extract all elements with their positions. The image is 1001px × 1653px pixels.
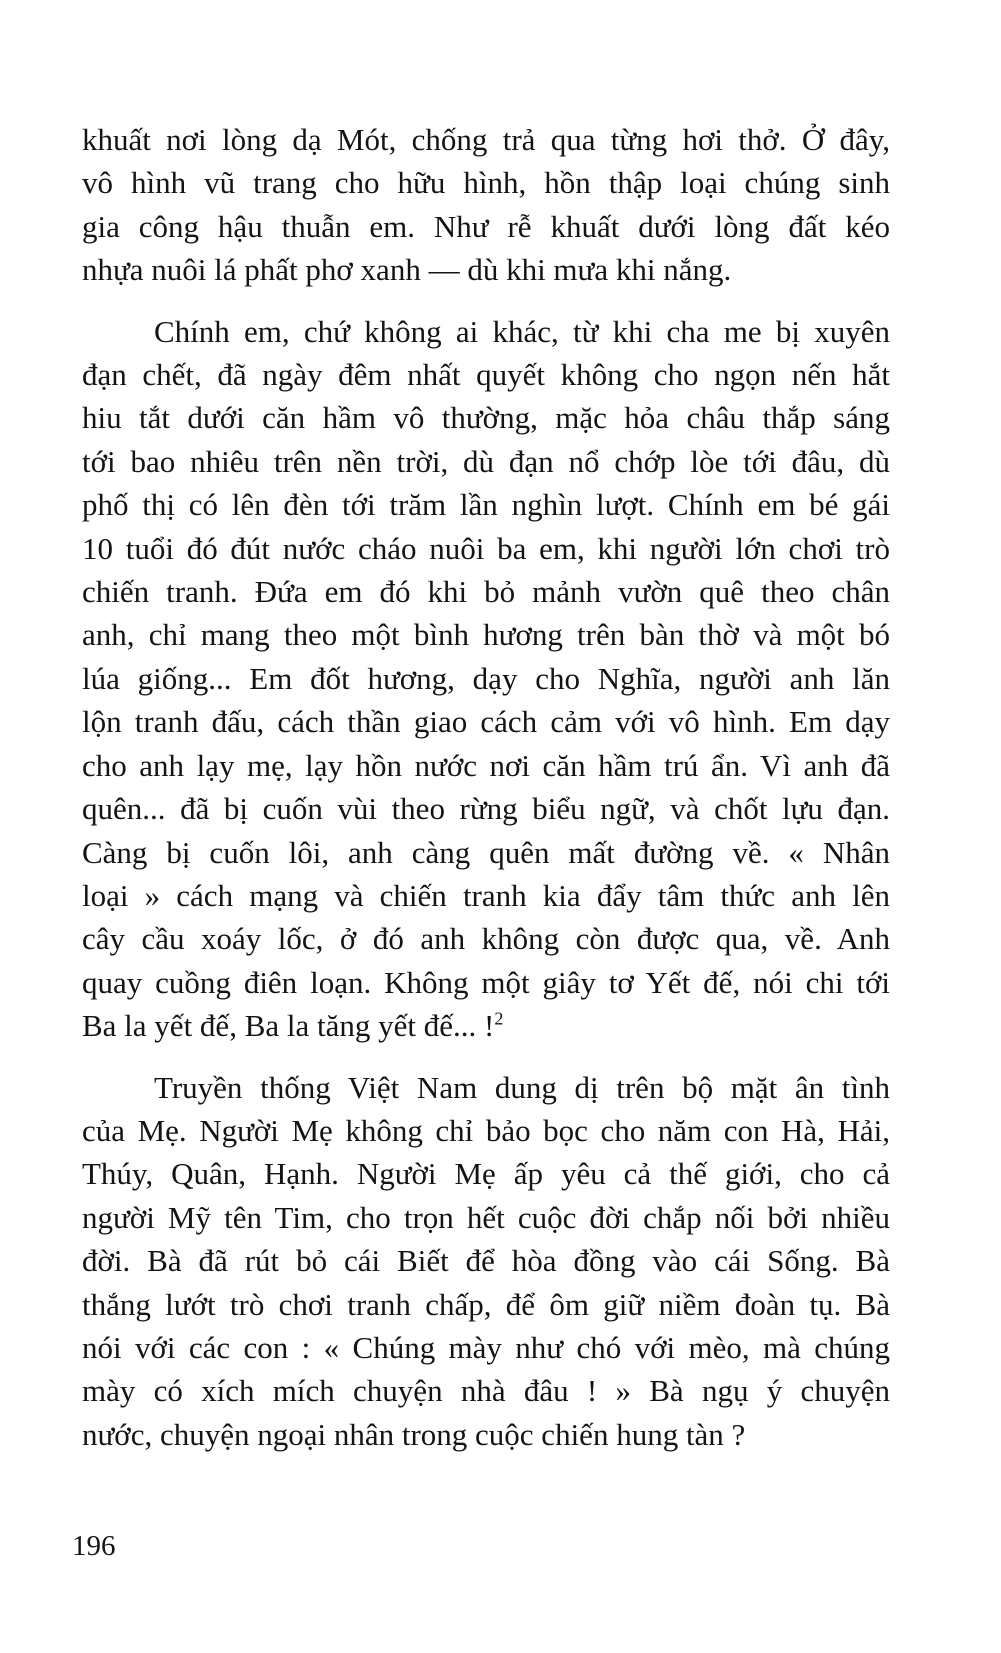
footnote-marker: 2 — [494, 1008, 504, 1029]
text-line: lộn tranh đấu, cách thần giao cách cảm với vô hình. Em dạy — [82, 704, 890, 740]
text-line: Càng bị cuốn lôi, anh càng quên mất đường về. « Nhân — [82, 834, 890, 870]
text-line: của Mẹ. Người Mẹ không chỉ bảo bọc cho năm con Hà, Hải, — [82, 1112, 890, 1148]
text-line: chiến tranh. Đứa em đó khi bỏ mảnh vườn quê theo chân — [82, 574, 890, 610]
text-line: quên... đã bị cuốn vùi theo rừng biểu ngữ, và chốt lựu đạn. — [82, 791, 890, 827]
text-line: nhựa nuôi lá phất phơ xanh — dù khi mưa khi nắng. — [82, 252, 732, 288]
text-line: cho anh lạy mẹ, lạy hồn nước nơi căn hầm trú ẩn. Vì anh đã — [82, 747, 890, 783]
text-line: đời. Bà đã rút bỏ cái Biết để hòa đồng vào cái Sống. Bà — [82, 1243, 890, 1279]
paragraph-3 — [82, 1066, 890, 1457]
text-line: nước, chuyện ngoại nhân trong cuộc chiến hung tàn ? — [82, 1416, 746, 1452]
text-line-last — [82, 1004, 890, 1047]
text-line-content: Ba la yết đế, Ba la tăng yết đế... ! — [82, 1008, 495, 1044]
text-line: cây cầu xoáy lốc, ở đó anh không còn được qua, về. Anh — [82, 921, 890, 957]
text-line: hiu tắt dưới căn hầm vô thường, mặc hỏa châu thắp sáng — [82, 400, 890, 436]
text-line: Chính em, chứ không ai khác, từ khi cha me bị xuyên — [154, 313, 890, 349]
text-line: đạn chết, đã ngày đêm nhất quyết không cho ngọn nến hắt — [82, 357, 890, 393]
text-line: lúa giống... Em đốt hương, dạy cho Nghĩa, người anh lăn — [82, 660, 890, 696]
text-line: Truyền thống Việt Nam dung dị trên bộ mặt ân tình — [154, 1069, 890, 1105]
text-line: gia công hậu thuẫn em. Như rễ khuất dưới lòng đất kéo — [82, 208, 890, 244]
text-line: phố thị có lên đèn tới trăm lần nghìn lượt. Chính em bé gái — [82, 487, 890, 523]
paragraph-1 — [82, 118, 890, 292]
text-line: 10 tuổi đó đút nước cháo nuôi ba em, khi người lớn chơi trò — [82, 530, 890, 566]
page-number: 196 — [72, 1530, 116, 1562]
text-line: thắng lướt trò chơi tranh chấp, để ôm giữ niềm đoàn tụ. Bà — [82, 1286, 890, 1322]
text-line: quay cuồng điên loạn. Không một giây tơ Yết đế, nói chi tới — [82, 964, 890, 1000]
text-line: loại » cách mạng và chiến tranh kia đẩy tâm thức anh lên — [82, 877, 890, 913]
body-text — [82, 118, 890, 1456]
text-line: vô hình vũ trang cho hữu hình, hồn thập loại chúng sinh — [82, 165, 890, 201]
text-line: tới bao nhiêu trên nền trời, dù đạn nổ chớp lòe tới đâu, dù — [82, 443, 890, 479]
text-line: anh, chỉ mang theo một bình hương trên bàn thờ và một bó — [82, 617, 890, 653]
text-line: người Mỹ tên Tim, cho trọn hết cuộc đời chắp nối bởi nhiều — [82, 1199, 890, 1235]
text-line: khuất nơi lòng dạ Mót, chống trả qua từng hơi thở. Ở đây, — [82, 122, 890, 157]
text-line: Thúy, Quân, Hạnh. Người Mẹ ấp yêu cả thế giới, cho cả — [82, 1156, 890, 1192]
text-line: nói với các con : « Chúng mày như chó với mèo, mà chúng — [82, 1329, 890, 1365]
text-line: mày có xích mích chuyện nhà đâu ! » Bà ngụ ý chuyện — [82, 1373, 890, 1409]
paragraph-2 — [82, 310, 890, 1048]
